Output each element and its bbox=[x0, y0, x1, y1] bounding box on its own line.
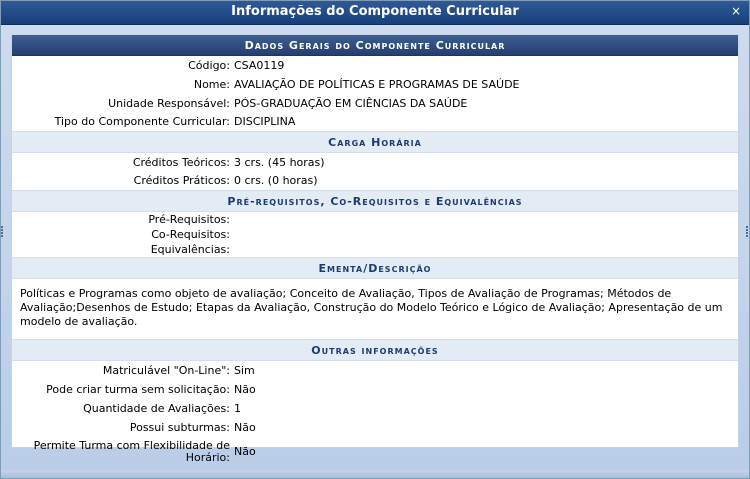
window-title: Informações do Componente Curricular bbox=[231, 4, 519, 19]
field-value-codigo: CSA0119 bbox=[234, 58, 285, 72]
resize-handle-right[interactable] bbox=[746, 225, 749, 239]
field-value-creditos-teoricos: 3 crs. (45 horas) bbox=[234, 155, 325, 169]
field-value-equivalencias bbox=[232, 242, 738, 258]
field-label-creditos-teoricos: Créditos Teóricos: bbox=[132, 155, 230, 169]
field-label-unidade: Unidade Responsável: bbox=[108, 96, 230, 110]
content-panel bbox=[11, 34, 739, 464]
field-value-unidade: PÓS-GRADUAÇÃO EM CIÊNCIAS DA SAÚDE bbox=[234, 96, 468, 110]
field-row bbox=[12, 361, 738, 380]
close-icon[interactable]: × bbox=[730, 4, 742, 18]
field-value-quantidade-avaliacoes: 1 bbox=[234, 401, 241, 415]
section-header-carga-horaria: Carga Horária bbox=[12, 132, 738, 153]
window-bottom-bar bbox=[1, 470, 749, 478]
field-row bbox=[12, 380, 738, 399]
field-label-nome: Nome: bbox=[193, 77, 230, 91]
field-row bbox=[12, 172, 738, 191]
field-value-co-requisitos bbox=[232, 227, 738, 242]
field-label-tipo: Tipo do Componente Curricular: bbox=[54, 115, 230, 129]
field-value-tipo: DISCIPLINA bbox=[234, 115, 296, 129]
title-bar[interactable] bbox=[1, 1, 749, 25]
field-value-nome: AVALIAÇÃO DE POLÍTICAS E PROGRAMAS DE SAÚDE bbox=[234, 77, 520, 91]
field-label-flexibilidade-horario: Permite Turma com Flexibilidade de Horário: bbox=[33, 438, 230, 464]
field-row bbox=[12, 94, 738, 113]
field-label-codigo: Código: bbox=[188, 58, 230, 72]
section-header-requisitos: Pré-requisitos, Co-Requisitos e Equivalências bbox=[12, 191, 738, 212]
field-label-criar-turma: Pode criar turma sem solicitação: bbox=[46, 382, 230, 396]
field-row bbox=[12, 418, 738, 437]
field-label-co-requisitos: Co-Requisitos: bbox=[151, 228, 230, 241]
field-row bbox=[12, 212, 738, 228]
field-row bbox=[12, 113, 738, 132]
field-value-subturmas: Não bbox=[234, 420, 256, 434]
field-value-pre-requisitos bbox=[232, 212, 738, 228]
field-row bbox=[12, 437, 738, 467]
resize-handle-left[interactable] bbox=[1, 225, 4, 239]
field-row bbox=[12, 227, 738, 242]
section-header-ementa: Ementa/Descrição bbox=[12, 258, 738, 279]
field-label-matriculavel: Matriculável "On-Line": bbox=[102, 363, 230, 377]
field-label-quantidade-avaliacoes: Quantidade de Avaliações: bbox=[83, 401, 230, 415]
field-value-creditos-praticos: 0 crs. (0 horas) bbox=[234, 174, 318, 188]
field-label-pre-requisitos: Pré-Requisitos: bbox=[148, 213, 230, 226]
info-table bbox=[12, 35, 738, 467]
field-label-creditos-praticos: Créditos Práticos: bbox=[133, 174, 230, 188]
field-label-subturmas: Possui subturmas: bbox=[129, 420, 230, 434]
ementa-text: Políticas e Programas como objeto de avaliação; Conceito de Avaliação, Tipos de Avaliação de Programas; Métodos de Avaliação;Desenhos de Estudo; Etapas da Avaliação, Construção do Modelo Teórico e Lógico de Avaliação; Apresentação de um modelo de avaliação. bbox=[20, 287, 723, 328]
field-row bbox=[12, 153, 738, 172]
field-row bbox=[12, 56, 738, 75]
field-row bbox=[12, 75, 738, 94]
field-value-matriculavel: Sim bbox=[234, 363, 255, 377]
field-row bbox=[12, 242, 738, 258]
field-label-equivalencias: Equivalências: bbox=[150, 243, 230, 256]
field-row bbox=[12, 399, 738, 418]
section-header-dados-gerais: Dados Gerais do Componente Curricular bbox=[12, 35, 738, 56]
field-value-flexibilidade-horario: Não bbox=[234, 445, 256, 458]
field-value-criar-turma: Não bbox=[234, 382, 256, 396]
section-header-outras: Outras informações bbox=[12, 340, 738, 361]
